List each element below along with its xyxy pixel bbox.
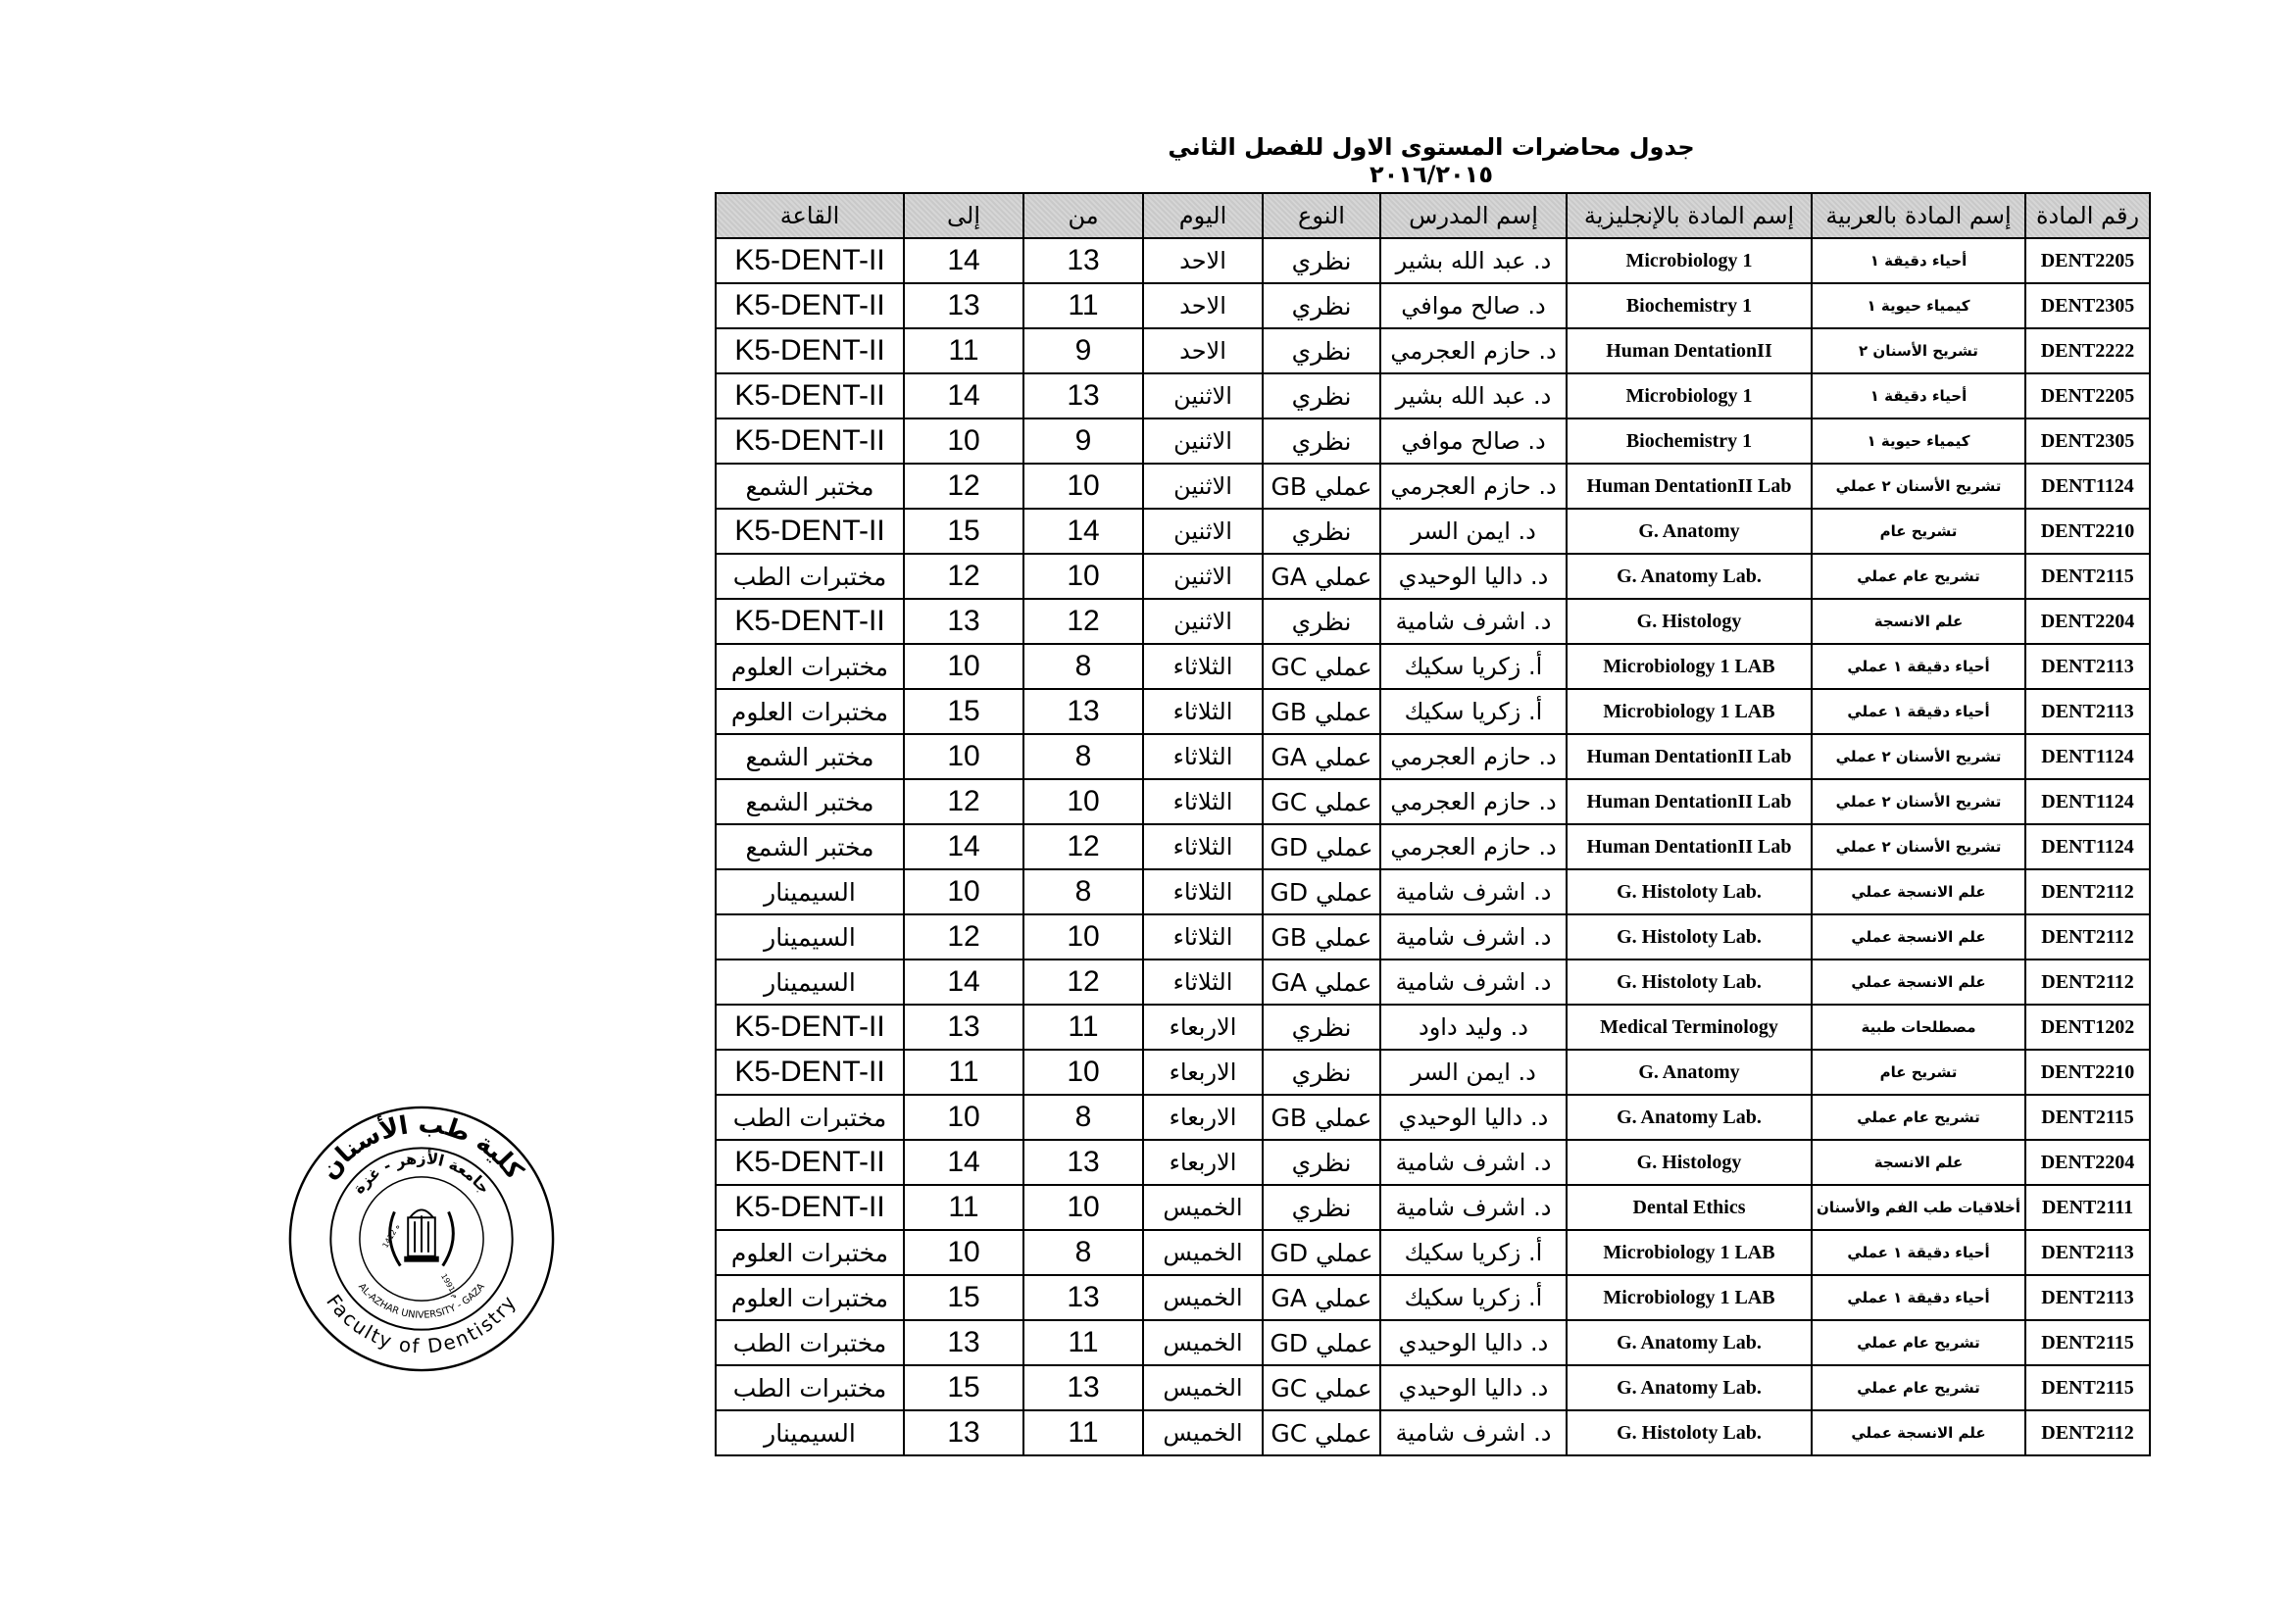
svg-text:جامعة الأزهر - غزة: [349, 1149, 494, 1197]
course-name-en-cell: G. Anatomy: [1567, 509, 1812, 554]
instructor-cell: د. عبد الله بشير: [1380, 238, 1567, 283]
course-name-en-cell: Human DentationII: [1567, 328, 1812, 373]
course-name-ar-cell: أحياء دقيقة ١ عملي: [1812, 1230, 2025, 1275]
course-code-cell: DENT2210: [2025, 509, 2150, 554]
instructor-cell: د. اشرف شامية: [1380, 960, 1567, 1005]
header-to: إلى: [904, 193, 1023, 238]
to-cell: 15: [904, 689, 1023, 734]
from-cell: 12: [1023, 960, 1143, 1005]
from-cell: 10: [1023, 779, 1143, 824]
room-cell: K5-DENT-II: [716, 1005, 904, 1050]
header-day: اليوم: [1143, 193, 1263, 238]
from-cell: 13: [1023, 1140, 1143, 1185]
from-cell: 11: [1023, 1320, 1143, 1365]
course-code-cell: DENT2113: [2025, 1230, 2150, 1275]
schedule-table: [715, 192, 2151, 1456]
table-row: [716, 373, 2150, 418]
day-cell: الاربعاء: [1143, 1005, 1263, 1050]
schedule-body: [716, 238, 2150, 1455]
from-cell: 11: [1023, 283, 1143, 328]
type-cell: عملي GB: [1263, 1095, 1380, 1140]
from-cell: 10: [1023, 1185, 1143, 1230]
course-name-en-cell: G. Histoloty Lab.: [1567, 960, 1812, 1005]
type-cell: عملي GD: [1263, 1320, 1380, 1365]
type-cell: نظري: [1263, 373, 1380, 418]
instructor-cell: أ. زكريا سكيك: [1380, 1275, 1567, 1320]
room-cell: K5-DENT-II: [716, 238, 904, 283]
day-cell: الخميس: [1143, 1230, 1263, 1275]
instructor-cell: د. حازم العجرمي: [1380, 464, 1567, 509]
to-cell: 12: [904, 464, 1023, 509]
day-cell: الخميس: [1143, 1275, 1263, 1320]
room-cell: مختبر الشمع: [716, 464, 904, 509]
faculty-stamp: [286, 1104, 557, 1374]
course-code-cell: DENT2112: [2025, 1410, 2150, 1455]
course-name-ar-cell: تشريح الأسنان ٢ عملي: [1812, 824, 2025, 869]
course-code-cell: DENT2113: [2025, 1275, 2150, 1320]
to-cell: 15: [904, 1365, 1023, 1410]
type-cell: عملي GB: [1263, 464, 1380, 509]
day-cell: الثلاثاء: [1143, 644, 1263, 689]
course-name-en-cell: Human DentationII Lab: [1567, 464, 1812, 509]
course-name-ar-cell: تشريح عام عملي: [1812, 1095, 2025, 1140]
table-row: [716, 418, 2150, 464]
instructor-cell: د. داليا الوحيدي: [1380, 1095, 1567, 1140]
type-cell: عملي GC: [1263, 644, 1380, 689]
instructor-cell: د. عبد الله بشير: [1380, 373, 1567, 418]
header-code: رقم المادة: [2025, 193, 2150, 238]
course-name-en-cell: Human DentationII Lab: [1567, 779, 1812, 824]
type-cell: عملي GD: [1263, 1230, 1380, 1275]
course-code-cell: DENT2205: [2025, 238, 2150, 283]
room-cell: K5-DENT-II: [716, 418, 904, 464]
day-cell: الاثنين: [1143, 418, 1263, 464]
course-name-en-cell: G. Anatomy Lab.: [1567, 1320, 1812, 1365]
table-row: [716, 1050, 2150, 1095]
to-cell: 13: [904, 1410, 1023, 1455]
course-name-en-cell: Biochemistry 1: [1567, 283, 1812, 328]
room-cell: K5-DENT-II: [716, 1185, 904, 1230]
instructor-cell: د. داليا الوحيدي: [1380, 554, 1567, 599]
instructor-cell: د. اشرف شامية: [1380, 599, 1567, 644]
day-cell: الخميس: [1143, 1185, 1263, 1230]
instructor-cell: د. صالح موافي: [1380, 418, 1567, 464]
course-name-ar-cell: تشريح الأسنان ٢ عملي: [1812, 779, 2025, 824]
type-cell: نظري: [1263, 1050, 1380, 1095]
course-name-ar-cell: علم الانسجة: [1812, 1140, 2025, 1185]
type-cell: نظري: [1263, 238, 1380, 283]
course-name-en-cell: Microbiology 1 LAB: [1567, 689, 1812, 734]
course-code-cell: DENT2204: [2025, 599, 2150, 644]
room-cell: مختبرات العلوم: [716, 1275, 904, 1320]
from-cell: 10: [1023, 464, 1143, 509]
to-cell: 15: [904, 1275, 1023, 1320]
course-name-en-cell: G. Histoloty Lab.: [1567, 1410, 1812, 1455]
stamp-english-inner: AL-AZHAR UNIVERSITY - GAZA: [356, 1281, 487, 1321]
table-row: [716, 689, 2150, 734]
course-name-en-cell: G. Histoloty Lab.: [1567, 869, 1812, 914]
course-name-ar-cell: تشريح الأسنان ٢: [1812, 328, 2025, 373]
course-code-cell: DENT2112: [2025, 960, 2150, 1005]
course-name-en-cell: G. Anatomy Lab.: [1567, 554, 1812, 599]
type-cell: عملي GB: [1263, 689, 1380, 734]
course-name-en-cell: Microbiology 1 LAB: [1567, 644, 1812, 689]
course-name-ar-cell: أحياء دقيقة ١ عملي: [1812, 644, 2025, 689]
day-cell: الاثنين: [1143, 554, 1263, 599]
course-name-ar-cell: علم الانسجة عملي: [1812, 1410, 2025, 1455]
to-cell: 13: [904, 599, 1023, 644]
to-cell: 10: [904, 869, 1023, 914]
course-code-cell: DENT2305: [2025, 418, 2150, 464]
table-row: [716, 554, 2150, 599]
day-cell: الخميس: [1143, 1410, 1263, 1455]
course-name-en-cell: Microbiology 1 LAB: [1567, 1230, 1812, 1275]
to-cell: 12: [904, 554, 1023, 599]
room-cell: K5-DENT-II: [716, 1140, 904, 1185]
table-row: [716, 1095, 2150, 1140]
type-cell: نظري: [1263, 509, 1380, 554]
room-cell: K5-DENT-II: [716, 283, 904, 328]
header-instructor: إسم المدرس: [1380, 193, 1567, 238]
course-name-ar-cell: كيمياء حيوية ١: [1812, 283, 2025, 328]
day-cell: الاربعاء: [1143, 1050, 1263, 1095]
course-code-cell: DENT1124: [2025, 824, 2150, 869]
day-cell: الاثنين: [1143, 373, 1263, 418]
day-cell: الاحد: [1143, 328, 1263, 373]
from-cell: 12: [1023, 824, 1143, 869]
from-cell: 13: [1023, 373, 1143, 418]
table-row: [716, 1140, 2150, 1185]
day-cell: الاربعاء: [1143, 1095, 1263, 1140]
stamp-year-left: 1412 ه: [380, 1222, 402, 1250]
instructor-cell: د. اشرف شامية: [1380, 869, 1567, 914]
to-cell: 14: [904, 1140, 1023, 1185]
day-cell: الاحد: [1143, 238, 1263, 283]
day-cell: الثلاثاء: [1143, 960, 1263, 1005]
to-cell: 10: [904, 644, 1023, 689]
day-cell: الثلاثاء: [1143, 779, 1263, 824]
course-name-ar-cell: أحياء دقيقة ١ عملي: [1812, 689, 2025, 734]
type-cell: عملي GA: [1263, 960, 1380, 1005]
course-name-ar-cell: تشريح الأسنان ٢ عملي: [1812, 464, 2025, 509]
course-name-ar-cell: تشريح الأسنان ٢ عملي: [1812, 734, 2025, 779]
course-name-en-cell: G. Histoloty Lab.: [1567, 914, 1812, 960]
course-name-en-cell: Microbiology 1 LAB: [1567, 1275, 1812, 1320]
header-type: النوع: [1263, 193, 1380, 238]
room-cell: K5-DENT-II: [716, 1050, 904, 1095]
table-row: [716, 1365, 2150, 1410]
instructor-cell: د. حازم العجرمي: [1380, 328, 1567, 373]
day-cell: الاثنين: [1143, 464, 1263, 509]
instructor-cell: د. صالح موافي: [1380, 283, 1567, 328]
table-row: [716, 824, 2150, 869]
to-cell: 13: [904, 1005, 1023, 1050]
day-cell: الاثنين: [1143, 509, 1263, 554]
instructor-cell: د. وليد داود: [1380, 1005, 1567, 1050]
type-cell: عملي GC: [1263, 779, 1380, 824]
instructor-cell: د. ايمن السر: [1380, 509, 1567, 554]
room-cell: مختبرات الطب: [716, 554, 904, 599]
table-row: [716, 869, 2150, 914]
instructor-cell: د. ايمن السر: [1380, 1050, 1567, 1095]
room-cell: السيمينار: [716, 869, 904, 914]
type-cell: نظري: [1263, 1185, 1380, 1230]
course-name-ar-cell: أحياء دقيقة ١: [1812, 238, 2025, 283]
room-cell: K5-DENT-II: [716, 328, 904, 373]
course-name-ar-cell: علم الانسجة عملي: [1812, 914, 2025, 960]
stamp-english-outer: Faculty of Dentistry: [322, 1290, 522, 1358]
type-cell: عملي GD: [1263, 869, 1380, 914]
table-row: [716, 1320, 2150, 1365]
course-code-cell: DENT1124: [2025, 734, 2150, 779]
table-row: [716, 509, 2150, 554]
course-name-ar-cell: أحياء دقيقة ١: [1812, 373, 2025, 418]
page-title: جدول محاضرات المستوى الاول للفصل الثاني ٢٠١٦/٢٠١٥: [1168, 133, 1695, 188]
course-name-en-cell: Human DentationII Lab: [1567, 734, 1812, 779]
to-cell: 10: [904, 1095, 1023, 1140]
from-cell: 14: [1023, 509, 1143, 554]
room-cell: مختبرات الطب: [716, 1320, 904, 1365]
type-cell: عملي GA: [1263, 1275, 1380, 1320]
table-row: [716, 1185, 2150, 1230]
room-cell: مختبرات الطب: [716, 1095, 904, 1140]
from-cell: 8: [1023, 734, 1143, 779]
day-cell: الاثنين: [1143, 599, 1263, 644]
course-code-cell: DENT2112: [2025, 869, 2150, 914]
university-emblem-icon: [390, 1209, 454, 1265]
course-code-cell: DENT2222: [2025, 328, 2150, 373]
course-code-cell: DENT2115: [2025, 1365, 2150, 1410]
room-cell: K5-DENT-II: [716, 373, 904, 418]
header-room: القاعة: [716, 193, 904, 238]
instructor-cell: د. اشرف شامية: [1380, 1410, 1567, 1455]
from-cell: 9: [1023, 328, 1143, 373]
course-name-en-cell: G. Histology: [1567, 599, 1812, 644]
instructor-cell: أ. زكريا سكيك: [1380, 644, 1567, 689]
room-cell: السيمينار: [716, 960, 904, 1005]
course-name-en-cell: G. Anatomy: [1567, 1050, 1812, 1095]
from-cell: 13: [1023, 238, 1143, 283]
course-code-cell: DENT2305: [2025, 283, 2150, 328]
room-cell: السيمينار: [716, 914, 904, 960]
day-cell: الثلاثاء: [1143, 824, 1263, 869]
table-row: [716, 464, 2150, 509]
type-cell: نظري: [1263, 283, 1380, 328]
course-name-ar-cell: أحياء دقيقة ١ عملي: [1812, 1275, 2025, 1320]
room-cell: مختبر الشمع: [716, 824, 904, 869]
room-cell: مختبر الشمع: [716, 779, 904, 824]
day-cell: الثلاثاء: [1143, 869, 1263, 914]
from-cell: 8: [1023, 869, 1143, 914]
type-cell: عملي GB: [1263, 914, 1380, 960]
course-code-cell: DENT1124: [2025, 464, 2150, 509]
table-row: [716, 1005, 2150, 1050]
course-name-en-cell: Dental Ethics: [1567, 1185, 1812, 1230]
day-cell: الخميس: [1143, 1365, 1263, 1410]
course-code-cell: DENT2210: [2025, 1050, 2150, 1095]
type-cell: نظري: [1263, 328, 1380, 373]
to-cell: 10: [904, 1230, 1023, 1275]
course-code-cell: DENT2205: [2025, 373, 2150, 418]
from-cell: 10: [1023, 914, 1143, 960]
header-name-en: إسم المادة بالإنجليزية: [1567, 193, 1812, 238]
instructor-cell: د. حازم العجرمي: [1380, 779, 1567, 824]
room-cell: مختبرات العلوم: [716, 1230, 904, 1275]
instructor-cell: أ. زكريا سكيك: [1380, 1230, 1567, 1275]
instructor-cell: د. داليا الوحيدي: [1380, 1320, 1567, 1365]
from-cell: 11: [1023, 1410, 1143, 1455]
course-name-ar-cell: علم الانسجة عملي: [1812, 869, 2025, 914]
room-cell: مختبرات الطب: [716, 1365, 904, 1410]
stamp-year-right: 1991 م: [438, 1271, 461, 1301]
to-cell: 11: [904, 1050, 1023, 1095]
day-cell: الثلاثاء: [1143, 689, 1263, 734]
course-code-cell: DENT1202: [2025, 1005, 2150, 1050]
to-cell: 11: [904, 328, 1023, 373]
from-cell: 8: [1023, 1095, 1143, 1140]
course-name-ar-cell: تشريح عام: [1812, 509, 2025, 554]
course-name-en-cell: Microbiology 1: [1567, 373, 1812, 418]
type-cell: نظري: [1263, 1005, 1380, 1050]
table-header-row: [716, 193, 2150, 238]
from-cell: 12: [1023, 599, 1143, 644]
table-row: [716, 779, 2150, 824]
table-row: [716, 644, 2150, 689]
course-code-cell: DENT1124: [2025, 779, 2150, 824]
room-cell: السيمينار: [716, 1410, 904, 1455]
to-cell: 13: [904, 1320, 1023, 1365]
course-code-cell: DENT2112: [2025, 914, 2150, 960]
course-code-cell: DENT2115: [2025, 554, 2150, 599]
table-row: [716, 734, 2150, 779]
table-row: [716, 238, 2150, 283]
from-cell: 13: [1023, 1275, 1143, 1320]
course-code-cell: DENT2111: [2025, 1185, 2150, 1230]
course-name-en-cell: Biochemistry 1: [1567, 418, 1812, 464]
stamp-arabic-top: كلية طب الأسنان: [314, 1108, 529, 1186]
to-cell: 14: [904, 238, 1023, 283]
room-cell: مختبرات العلوم: [716, 689, 904, 734]
type-cell: نظري: [1263, 1140, 1380, 1185]
type-cell: عملي GC: [1263, 1365, 1380, 1410]
table-row: [716, 283, 2150, 328]
course-name-ar-cell: تشريح عام: [1812, 1050, 2025, 1095]
course-name-ar-cell: أخلاقيات طب الفم والأسنان: [1812, 1185, 2025, 1230]
from-cell: 9: [1023, 418, 1143, 464]
from-cell: 8: [1023, 1230, 1143, 1275]
instructor-cell: د. اشرف شامية: [1380, 1185, 1567, 1230]
instructor-cell: أ. زكريا سكيك: [1380, 689, 1567, 734]
course-name-ar-cell: علم الانسجة: [1812, 599, 2025, 644]
instructor-cell: د. اشرف شامية: [1380, 1140, 1567, 1185]
course-name-en-cell: Medical Terminology: [1567, 1005, 1812, 1050]
table-row: [716, 1230, 2150, 1275]
course-name-ar-cell: تشريح عام عملي: [1812, 554, 2025, 599]
type-cell: عملي GA: [1263, 554, 1380, 599]
course-name-ar-cell: تشريح عام عملي: [1812, 1320, 2025, 1365]
course-name-en-cell: Human DentationII Lab: [1567, 824, 1812, 869]
header-from: من: [1023, 193, 1143, 238]
table-row: [716, 1275, 2150, 1320]
type-cell: عملي GA: [1263, 734, 1380, 779]
course-name-en-cell: G. Anatomy Lab.: [1567, 1365, 1812, 1410]
to-cell: 13: [904, 283, 1023, 328]
room-cell: مختبر الشمع: [716, 734, 904, 779]
to-cell: 15: [904, 509, 1023, 554]
table-row: [716, 1410, 2150, 1455]
course-name-ar-cell: كيمياء حيوية ١: [1812, 418, 2025, 464]
to-cell: 14: [904, 373, 1023, 418]
course-code-cell: DENT2113: [2025, 689, 2150, 734]
instructor-cell: د. اشرف شامية: [1380, 914, 1567, 960]
type-cell: عملي GC: [1263, 1410, 1380, 1455]
course-code-cell: DENT2204: [2025, 1140, 2150, 1185]
type-cell: نظري: [1263, 599, 1380, 644]
day-cell: الثلاثاء: [1143, 734, 1263, 779]
instructor-cell: د. حازم العجرمي: [1380, 824, 1567, 869]
to-cell: 14: [904, 824, 1023, 869]
type-cell: نظري: [1263, 418, 1380, 464]
course-name-en-cell: Microbiology 1: [1567, 238, 1812, 283]
table-row: [716, 328, 2150, 373]
to-cell: 10: [904, 418, 1023, 464]
course-name-en-cell: G. Histology: [1567, 1140, 1812, 1185]
day-cell: الاحد: [1143, 283, 1263, 328]
instructor-cell: د. داليا الوحيدي: [1380, 1365, 1567, 1410]
course-name-en-cell: G. Anatomy Lab.: [1567, 1095, 1812, 1140]
to-cell: 11: [904, 1185, 1023, 1230]
from-cell: 13: [1023, 689, 1143, 734]
to-cell: 10: [904, 734, 1023, 779]
course-code-cell: DENT2115: [2025, 1320, 2150, 1365]
table-row: [716, 960, 2150, 1005]
from-cell: 10: [1023, 554, 1143, 599]
to-cell: 12: [904, 779, 1023, 824]
course-name-ar-cell: تشريح عام عملي: [1812, 1365, 2025, 1410]
table-row: [716, 599, 2150, 644]
from-cell: 8: [1023, 644, 1143, 689]
room-cell: K5-DENT-II: [716, 509, 904, 554]
course-name-ar-cell: علم الانسجة عملي: [1812, 960, 2025, 1005]
instructor-cell: د. حازم العجرمي: [1380, 734, 1567, 779]
day-cell: الثلاثاء: [1143, 914, 1263, 960]
course-code-cell: DENT2113: [2025, 644, 2150, 689]
from-cell: 10: [1023, 1050, 1143, 1095]
to-cell: 14: [904, 960, 1023, 1005]
header-name-ar: إسم المادة بالعربية: [1812, 193, 2025, 238]
from-cell: 13: [1023, 1365, 1143, 1410]
day-cell: الاربعاء: [1143, 1140, 1263, 1185]
course-name-ar-cell: مصطلحات طبية: [1812, 1005, 2025, 1050]
room-cell: K5-DENT-II: [716, 599, 904, 644]
table-row: [716, 914, 2150, 960]
course-code-cell: DENT2115: [2025, 1095, 2150, 1140]
to-cell: 12: [904, 914, 1023, 960]
type-cell: عملي GD: [1263, 824, 1380, 869]
from-cell: 11: [1023, 1005, 1143, 1050]
day-cell: الخميس: [1143, 1320, 1263, 1365]
room-cell: مختبرات العلوم: [716, 644, 904, 689]
stamp-arabic-inner: جامعة الأزهر - غزة: [348, 1149, 495, 1198]
